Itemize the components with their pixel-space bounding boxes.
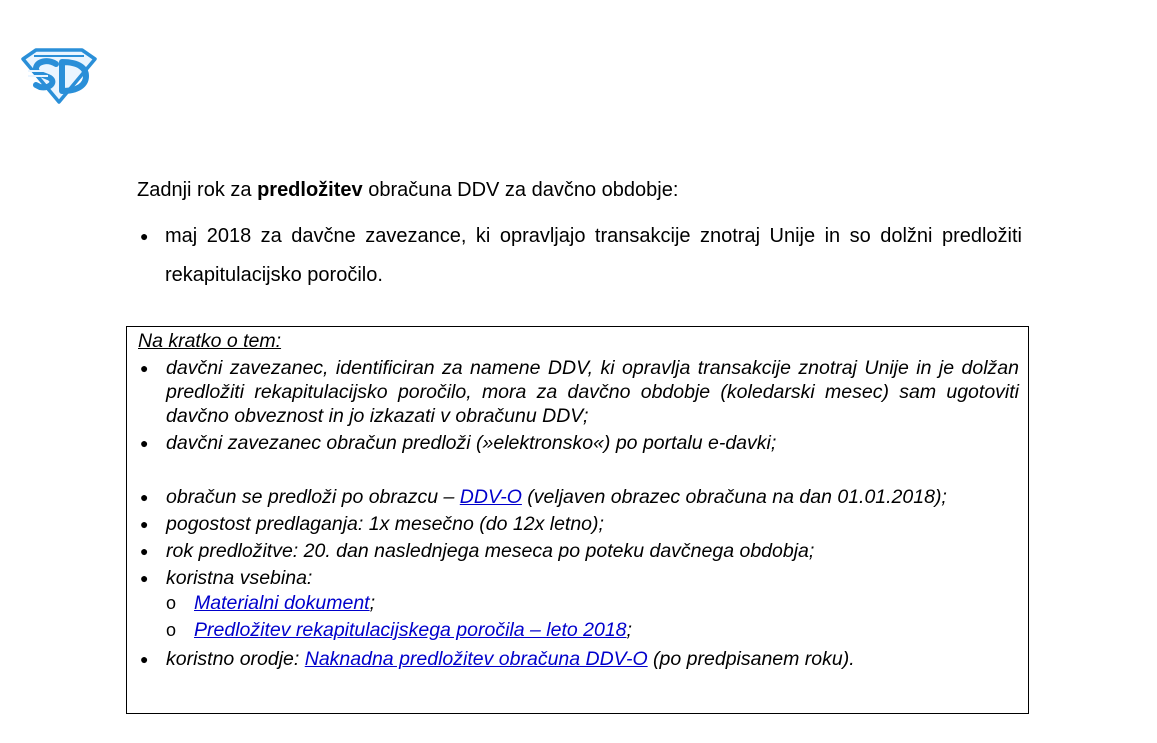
useful-content-item <box>166 590 1019 617</box>
useful-content-item <box>166 617 1019 644</box>
summary-item-text: davčni zavezanec obračun predloži (»elektronsko«) po portalu e-davki; <box>166 432 777 454</box>
summary-box <box>126 326 1029 714</box>
intro-list <box>137 217 1022 295</box>
circle-bullet-icon: o <box>166 593 177 613</box>
naknadna-predlozitev-link[interactable]: Naknadna predložitev obračuna DDV-O <box>304 648 648 670</box>
bullet-icon: ● <box>140 516 149 532</box>
company-logo <box>20 47 98 105</box>
sub-item-suffix: ; <box>626 619 632 641</box>
summary-item-form <box>138 485 1019 509</box>
sub-item-suffix: ; <box>369 592 376 614</box>
bullet-icon: ● <box>140 570 149 586</box>
bullet-icon: ● <box>140 543 149 559</box>
bullet-icon: ● <box>140 360 149 376</box>
summary-item-deadline <box>138 539 1019 563</box>
bullet-icon: ● <box>140 489 149 505</box>
bullet-icon: ● <box>140 651 149 667</box>
shield-logo-icon <box>20 47 98 105</box>
useful-content-list <box>166 590 1019 644</box>
intro-bullet-text: maj 2018 za davčne zavezance, ki opravljajo transakcije znotraj Unije in so dolžni predložiti rekapitulacijsko poročilo. <box>165 225 1022 286</box>
summary-item-text: koristna vsebina: <box>166 567 313 589</box>
ddv-o-form-link[interactable]: DDV-O <box>459 486 522 508</box>
summary-item-text: pogostost predlaganja: 1x mesečno (do 12x letno); <box>166 513 604 535</box>
summary-item-identification <box>138 356 1019 428</box>
bullet-icon: ● <box>140 435 149 451</box>
intro-heading <box>137 176 1022 204</box>
summary-item-text: koristno orodje: <box>166 648 305 670</box>
summary-item-useful-content <box>138 566 1019 644</box>
materialni-dokument-link[interactable]: Materialni dokument <box>194 592 370 614</box>
intro-heading-suffix: obračuna DDV za davčno obdobje: <box>362 179 679 201</box>
summary-item-frequency <box>138 512 1019 536</box>
summary-list <box>138 356 1019 671</box>
summary-box-title: Na kratko o tem: <box>138 330 282 352</box>
circle-bullet-icon: o <box>166 620 177 640</box>
summary-item-text: obračun se predloži po obrazcu – <box>166 486 460 508</box>
intro-heading-prefix: Zadnji rok za <box>137 179 258 201</box>
summary-item-text: (veljaven obrazec obračuna na dan 01.01.2018); <box>521 486 947 508</box>
intro-heading-bold: predložitev <box>257 179 363 201</box>
intro-list-item <box>137 217 1022 295</box>
summary-item-useful-tool <box>138 647 1019 671</box>
rekapitulacijsko-porocilo-link[interactable]: Predložitev rekapitulacijskega poročila – leto 2018 <box>194 619 627 641</box>
bullet-icon: ● <box>140 228 149 244</box>
summary-item-submission <box>138 431 1019 455</box>
summary-item-text: (po predpisanem roku). <box>647 648 855 670</box>
summary-item-text: rok predložitve: 20. dan naslednjega meseca po poteku davčnega obdobja; <box>166 540 815 562</box>
intro-section <box>137 176 1022 295</box>
summary-item-text: davčni zavezanec, identificiran za namene DDV, ki opravlja transakcije znotraj Unije in je dolžan predložiti rekapitulacijsko poročilo, mora za davčno obdobje (koledarski mesec) sam ugotoviti davčno obveznost in jo izkazati v obračunu DDV; <box>166 357 1019 427</box>
